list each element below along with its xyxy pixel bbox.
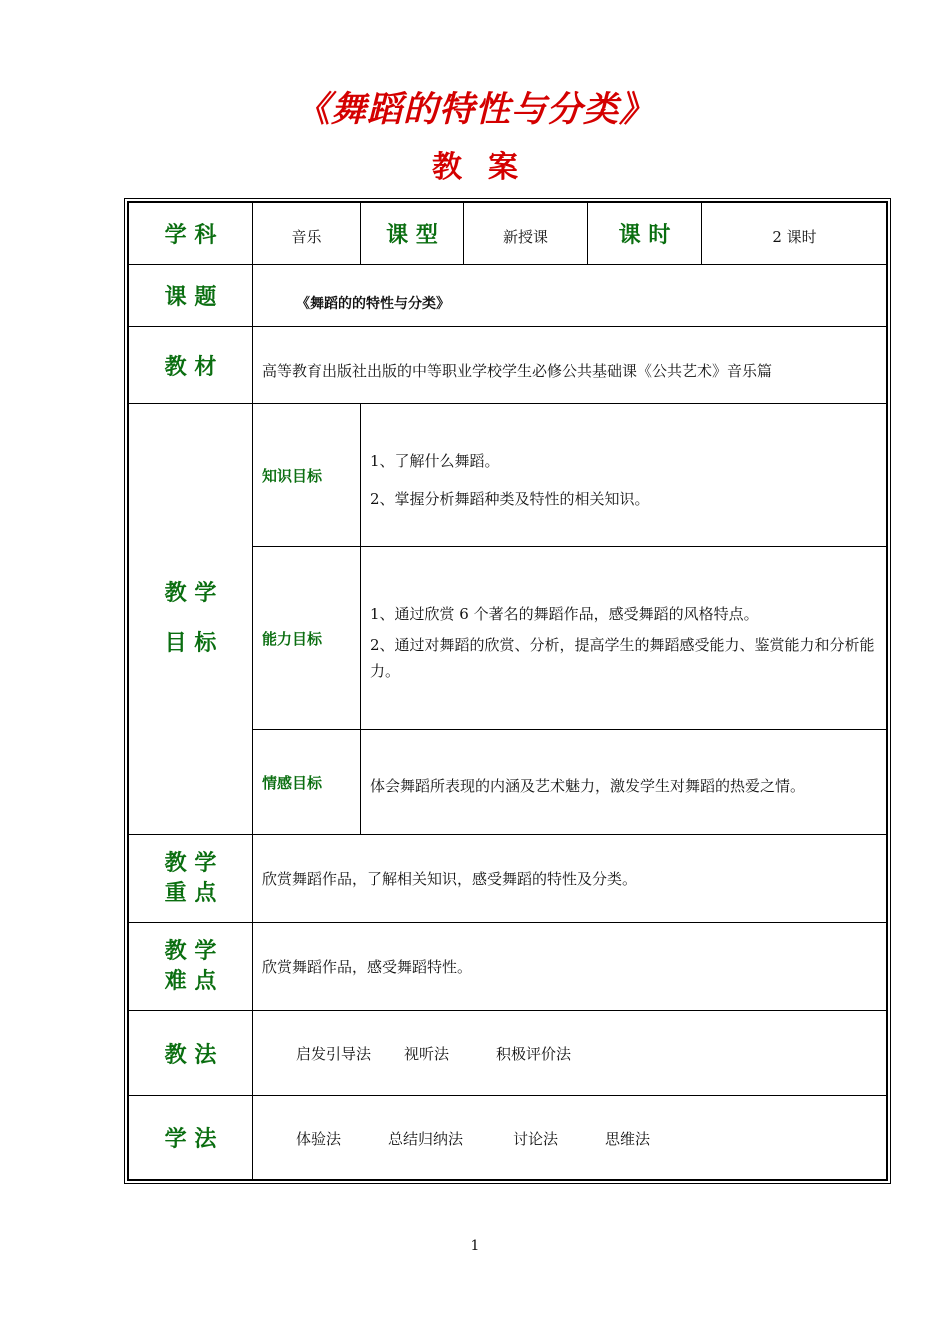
subject-label: 学 科 (164, 223, 217, 248)
goals-label-line2: 目 标 (164, 631, 217, 656)
ability-label: 能力目标 (262, 629, 323, 648)
difficulty-label-line2: 难 点 (164, 968, 217, 994)
learning-label: 学 法 (164, 1127, 217, 1152)
goals-label (129, 404, 252, 834)
learning-item: 思维法 (605, 1130, 651, 1148)
emotion-value: 体会舞蹈所表现的内涵及艺术魅力，激发学生对舞蹈的热爱之情。 (370, 777, 806, 795)
material-value: 高等教育出版社出版的中等职业学校学生必修公共基础课《公共艺术》音乐篇 (262, 362, 773, 380)
learning-item: 总结归纳法 (388, 1130, 464, 1148)
page-number: 1 (470, 1238, 480, 1254)
hours-value: 2 课时 (772, 227, 817, 246)
learning-item: 讨论法 (513, 1130, 559, 1148)
emotion-label: 情感目标 (262, 773, 323, 792)
type-value: 新授课 (502, 227, 548, 246)
document-subtitle: 教案 (432, 150, 544, 185)
goals-label-line1: 教 学 (164, 581, 217, 606)
focus-label (129, 835, 252, 922)
ability-item: 2、通过对舞蹈的欣赏、分析，提高学生的舞蹈感受能力、鉴赏能力和分析能力。 (370, 636, 875, 680)
ability-items (370, 601, 885, 684)
ability-item: 1、通过欣赏 6 个著名的舞蹈作品，感受舞蹈的风格特点。 (370, 605, 759, 623)
document-title: 《舞蹈的特性与分类》 (294, 90, 655, 130)
method-label: 教 法 (164, 1042, 217, 1068)
knowledge-item: 1、了解什么舞蹈。 (370, 452, 500, 470)
material-label: 教 材 (164, 354, 217, 380)
focus-label-line1: 教 学 (164, 850, 217, 876)
focus-value: 欣赏舞蹈作品，了解相关知识，感受舞蹈的特性及分类。 (262, 869, 638, 888)
knowledge-item: 2、掌握分析舞蹈种类及特性的相关知识。 (370, 490, 650, 508)
method-item: 积极评价法 (496, 1045, 572, 1063)
subject-value: 音乐 (291, 227, 322, 246)
topic-value: 《舞蹈的的特性与分类》 (296, 296, 450, 312)
focus-label-line2: 重 点 (164, 880, 217, 906)
hours-label: 课 时 (618, 223, 671, 248)
learning-item: 体验法 (296, 1130, 342, 1148)
knowledge-items (370, 448, 880, 512)
difficulty-value: 欣赏舞蹈作品，感受舞蹈特性。 (262, 957, 473, 976)
type-label: 课 型 (386, 223, 438, 248)
difficulty-label-line1: 教 学 (164, 938, 217, 964)
difficulty-label (129, 923, 252, 1010)
topic-label: 课 题 (164, 285, 217, 310)
method-item: 视听法 (404, 1045, 450, 1063)
method-item: 启发引导法 (296, 1045, 372, 1063)
knowledge-label: 知识目标 (262, 466, 323, 485)
